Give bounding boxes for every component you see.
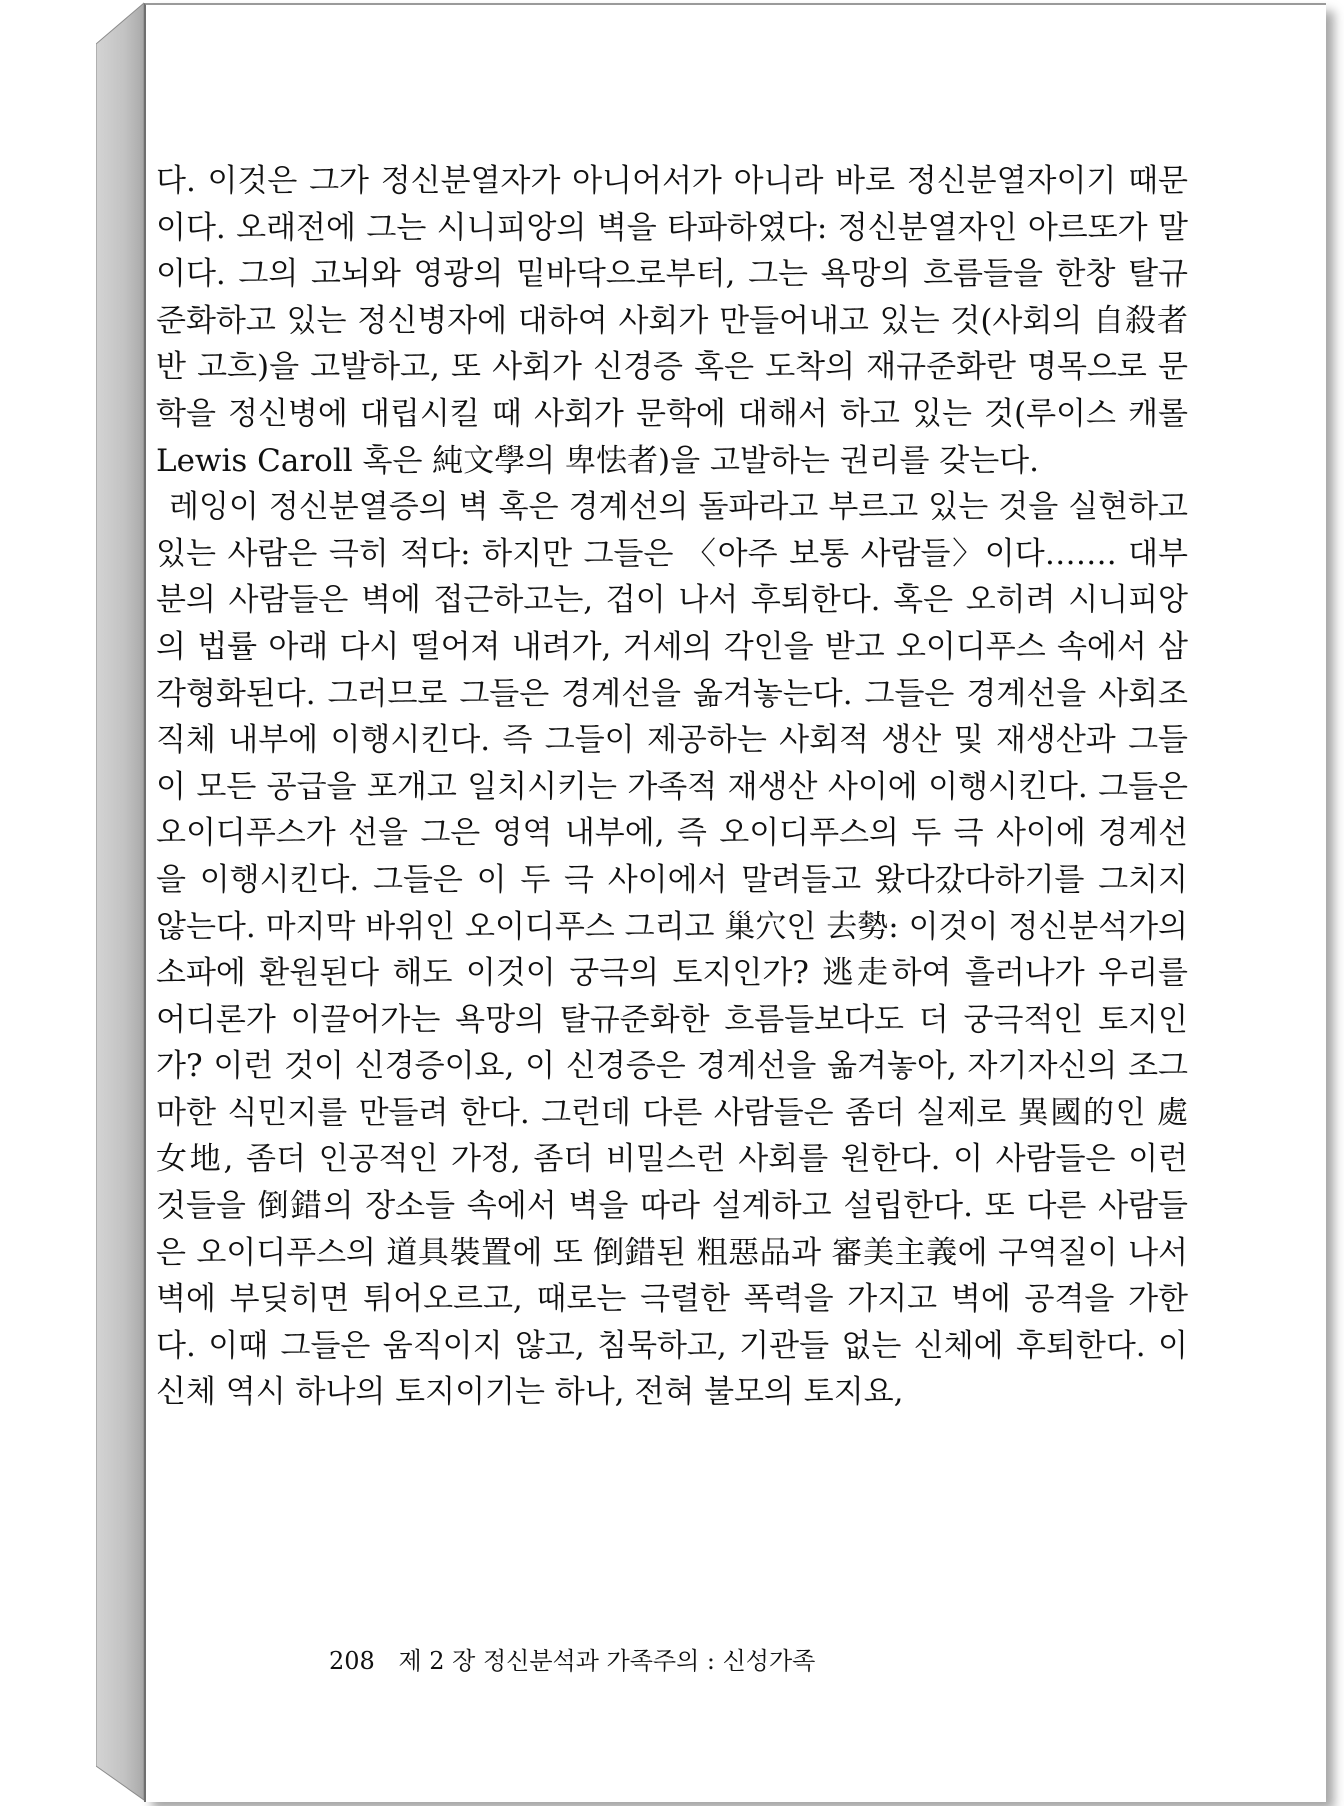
page-number: 208 xyxy=(329,1647,375,1675)
page-footer xyxy=(329,1641,815,1676)
paragraph-1: 다. 이것은 그가 정신분열자가 아니어서가 아니라 바로 정신분열자이기 때문이다. 오래전에 그는 시니피앙의 벽을 타파하였다: 정신분열자인 아르또가 말이다. 그의 고뇌와 영광의 밑바닥으로부터, 그는 욕망의 흐름들을 한창 탈규준화하고 있는 정신병자에 대하여 사회가 만들어내고 있는 것(사회의 自殺者 반 고흐)을 고발하고, 또 사회가 신경증 혹은 도착의 재규준화란 명목으로 문학을 정신병에 대립시킬 때 사회가 문학에 대해서 하고 있는 것(루이스 캐롤 Lewis Caroll 혹은 純文學의 卑怯者)을 고발하는 권리를 갖는다. xyxy=(156,163,1188,479)
body-text xyxy=(156,158,1188,1416)
book-spine xyxy=(96,0,144,1806)
paragraph-2: 레잉이 정신분열증의 벽 혹은 경계선의 돌파라고 부르고 있는 것을 실현하고 있는 사람은 극히 적다: 하지만 그들은 〈아주 보통 사람들〉이다……. 대부분의 사람들은 벽에 접근하고는, 겁이 나서 후퇴한다. 혹은 오히려 시니피앙의 법률 아래 다시 떨어져 내려가, 거세의 각인을 받고 오이디푸스 속에서 삼각형화된다. 그러므로 그들은 경계선을 옮겨놓는다. 그들은 경계선을 사회조직체 내부에 이행시킨다. 즉 그들이 제공하는 사회적 생산 및 재생산과 그들이 모든 공급을 포개고 일치시키는 가족적 재생산 사이에 이행시킨다. 그들은 오이디푸스가 선을 그은 영역 내부에, 즉 오이디푸스의 두 극 사이에 경계선을 이행시킨다. 그들은 이 두 극 사이에서 말려들고 왔다갔다하기를 그치지 않는다. 마지막 바위인 오이디푸스 그리고 巢穴인 去勢: 이것이 정신분석가의 소파에 환원된다 해도 이것이 궁극의 토지인가? 逃走하여 흘러나가 우리를 어디론가 이끌어가는 욕망의 탈규준화한 흐름들보다도 더 궁극적인 토지인가? 이런 것이 신경증이요, 이 신경증은 경계선을 옮겨놓아, 자기자신의 조그마한 식민지를 만들려 한다. 그런데 다른 사람들은 좀더 실제로 異國的인 處女地, 좀더 인공적인 가정, 좀더 비밀스런 사회를 원한다. 이 사람들은 이런 것들을 倒錯의 장소들 속에서 벽을 따라 설계하고 설립한다. 또 다른 사람들은 오이디푸스의 道具裝置에 또 倒錯된 粗惡品과 審美主義에 구역질이 나서 벽에 부딪히면 튀어오르고, 때로는 극렬한 폭력을 가지고 벽에 공격을 가한다. 이때 그들은 움직이지 않고, 침묵하고, 기관들 없는 신체에 후퇴한다. 이 신체 역시 하나의 토지이기는 하나, 전혀 불모의 토지요, xyxy=(156,489,1188,1411)
chapter-title: 제 2 장 정신분석과 가족주의 : 신성가족 xyxy=(398,1647,816,1675)
